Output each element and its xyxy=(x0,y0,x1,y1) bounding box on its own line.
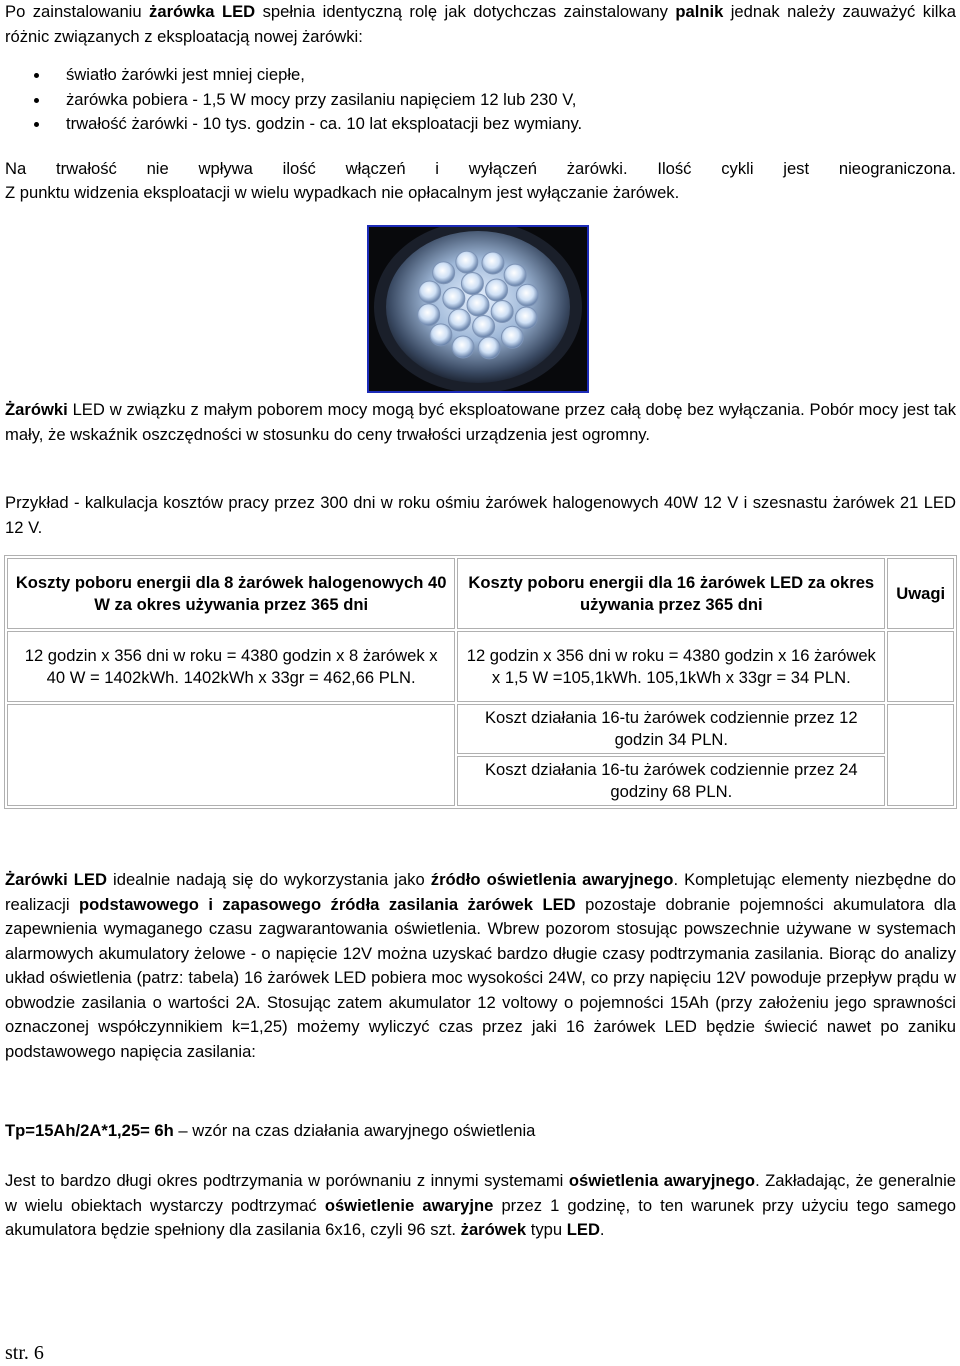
list-item-text: światło żarówki jest mniej ciepłe, xyxy=(66,65,305,84)
emergency-text-2: . Kompletując elementy niezbędne do realizacji xyxy=(5,870,956,914)
led-diode xyxy=(478,337,500,359)
durability-line-1: Na trwałość nie wpływa ilość włączeń i wyłączeń żarówki. Ilość cykli jest nieograniczona. xyxy=(5,159,956,178)
intro-text-1: Po zainstalowaniu xyxy=(5,2,150,21)
intro-text-2: spełnia identyczną rolę jak dotychczas zainstalowany xyxy=(255,2,676,21)
list-item-text: żarówka pobiera - 1,5 W mocy przy zasilaniu napięciem 12 lub 230 V, xyxy=(66,89,577,109)
cell-notes-empty xyxy=(887,631,954,702)
cell-cost-12h: Koszt działania 16-tu żarówek codziennie przez 12 godzin 34 PLN. xyxy=(457,704,885,754)
closing-text-2: . Zakładając, że generalnie w wielu obiektach wystarczy podtrzymać xyxy=(5,1171,957,1215)
cell-cost-24h: Koszt działania 16-tu żarówek codziennie przez 24 godziny 68 PLN. xyxy=(457,756,885,806)
led-diode xyxy=(467,294,489,316)
header-halogen-costs: Koszty poboru energii dla 8 żarówek halogenowych 40 W za okres używania przez 365 dni xyxy=(7,558,455,629)
page-number: str. 6 xyxy=(5,1342,44,1364)
bullet-icon xyxy=(34,98,39,103)
led-diode xyxy=(448,309,470,331)
cell-empty xyxy=(7,704,455,806)
bullet-icon xyxy=(34,122,39,127)
led-diode xyxy=(515,307,537,329)
cost-table xyxy=(4,555,957,809)
emergency-bold-2: źródło oświetlenia awaryjnego xyxy=(430,870,674,889)
differences-list xyxy=(5,63,905,137)
durability-line-2: Z punktu widzenia eksploatacji w wielu wypadkach nie opłacalnym jest wyłączanie żarówek. xyxy=(5,183,680,202)
table-row xyxy=(7,631,954,702)
closing-text-3: przez 1 godzinę, to ten warunek przy użyciu tego samego akumulatora będzie spełniony dla zasilania 6x16, czyli 96 szt. xyxy=(5,1195,956,1239)
led-diode xyxy=(516,284,538,306)
led-cluster-image xyxy=(369,227,587,391)
led-diode xyxy=(430,324,452,346)
list-item xyxy=(5,63,905,88)
closing-text-1: Jest to bardzo długi okres podtrzymania w porównaniu z innymi systemami xyxy=(5,1171,569,1190)
closing-text-4: typu xyxy=(526,1220,567,1239)
table-row xyxy=(7,558,954,629)
led-diode xyxy=(461,273,483,295)
intro-paragraph xyxy=(5,0,956,49)
cell-halogen-calculation: 12 godzin x 356 dni w roku = 4380 godzin x 8 żarówek x 40 W = 1402kWh. 1402kWh x 33gr = 462,66 PLN. xyxy=(7,631,455,702)
formula-line xyxy=(5,1119,956,1144)
intro-text-3: jednak należy zauważyć kilka różnic związanych z eksploatacją nowej żarówki: xyxy=(5,2,956,46)
led-diode xyxy=(456,251,478,273)
led-paragraph-text: LED w związku z małym poborem mocy mogą być eksploatowane przez całą dobę bez wyłączania. Pobór mocy jest tak mały, że wskaźnik oszczędności w stosunku do ceny trwałości urządzenia jest ogromny. xyxy=(5,400,956,444)
list-item-text: trwałość żarówki - 10 tys. godzin - ca. 10 lat eksploatacji bez wymiany. xyxy=(66,114,583,133)
emergency-bold-3: podstawowego i zapasowego źródła zasilania żarówek LED xyxy=(79,894,576,914)
led-diode xyxy=(433,262,455,284)
header-notes: Uwagi xyxy=(887,558,954,629)
intro-bold-led-bulb: żarówka LED xyxy=(149,2,256,21)
bullet-icon xyxy=(34,73,39,78)
example-paragraph: Przykład - kalkulacja kosztów pracy przez 300 dni w roku ośmiu żarówek halogenowych 40W 12 V i szesnastu żarówek 21 LED 12 V. xyxy=(5,493,956,537)
formula-text: – wzór na czas działania awaryjnego oświetlenia xyxy=(173,1121,536,1140)
cell-empty xyxy=(887,704,954,806)
led-diode xyxy=(418,304,440,326)
led-diode xyxy=(419,281,441,303)
list-item xyxy=(5,112,905,137)
led-paragraph xyxy=(5,398,956,447)
closing-text-5: . xyxy=(599,1220,605,1239)
led-paragraph-bold: Żarówki xyxy=(5,400,68,419)
led-diode xyxy=(482,252,504,274)
led-diode xyxy=(473,315,495,337)
cell-led-calculation: 12 godzin x 356 dni w roku = 4380 godzin x 16 żarówek x 1,5 W =105,1kWh. 105,1kWh x 33gr = 34 PLN. xyxy=(457,631,885,702)
header-led-costs: Koszty poboru energii dla 16 żarówek LED za okres używania przez 365 dni xyxy=(457,558,885,629)
led-diode xyxy=(501,326,523,348)
intro-bold-burner: palnik xyxy=(675,2,724,21)
list-item xyxy=(5,88,905,113)
led-diode xyxy=(504,264,526,286)
led-diode xyxy=(486,279,508,301)
table-row xyxy=(7,704,954,754)
emergency-text-3: pozostaje dobranie pojemności akumulatora dla zapewnienia wymaganego czasu zagwarantowania oświetlenia. Wbrew pozorom stosując powszechnie używane w systemach alarmowych akumulatory żelowe - o napięcie 12V można uzyskać bardzo długie czasy podtrzymania zasilania. Biorąc do analizy układ oświetlenia (patrz: tabela) 16 żarówek LED pobiera moc wysokości 24W, co przy napięciu 12V powoduje przepływ prądu w obwodzie zasilania o wartości 2A. Stosując zatem akumulator 12 voltowy o pojemności 15Ah (przy założeniu jego sprawności oznaczonej współczynnikiem k=1,25) możemy wyliczyć czas przez jaki 16 żarówek LED będzie świecić nawet po zaniku podstawowego napięcia zasilania: xyxy=(5,894,957,1061)
closing-bold-2: oświetlenie awaryjne xyxy=(324,1195,494,1215)
closing-bold-1: oświetlenia awaryjnego xyxy=(568,1171,756,1190)
closing-paragraph xyxy=(5,1169,956,1243)
led-bulb-photo xyxy=(367,225,589,393)
led-diode xyxy=(452,336,474,358)
emergency-text-1: idealnie nadają się do wykorzystania jako xyxy=(106,870,431,889)
closing-bold-4: LED xyxy=(566,1220,600,1239)
led-diode xyxy=(443,287,465,309)
emergency-bold-1: Żarówki LED xyxy=(5,870,107,889)
emergency-paragraph xyxy=(5,868,956,1064)
closing-bold-3: żarówek xyxy=(460,1220,527,1239)
formula-bold: Tp=15Ah/2A*1,25= 6h xyxy=(5,1121,174,1140)
led-diode xyxy=(491,301,513,323)
